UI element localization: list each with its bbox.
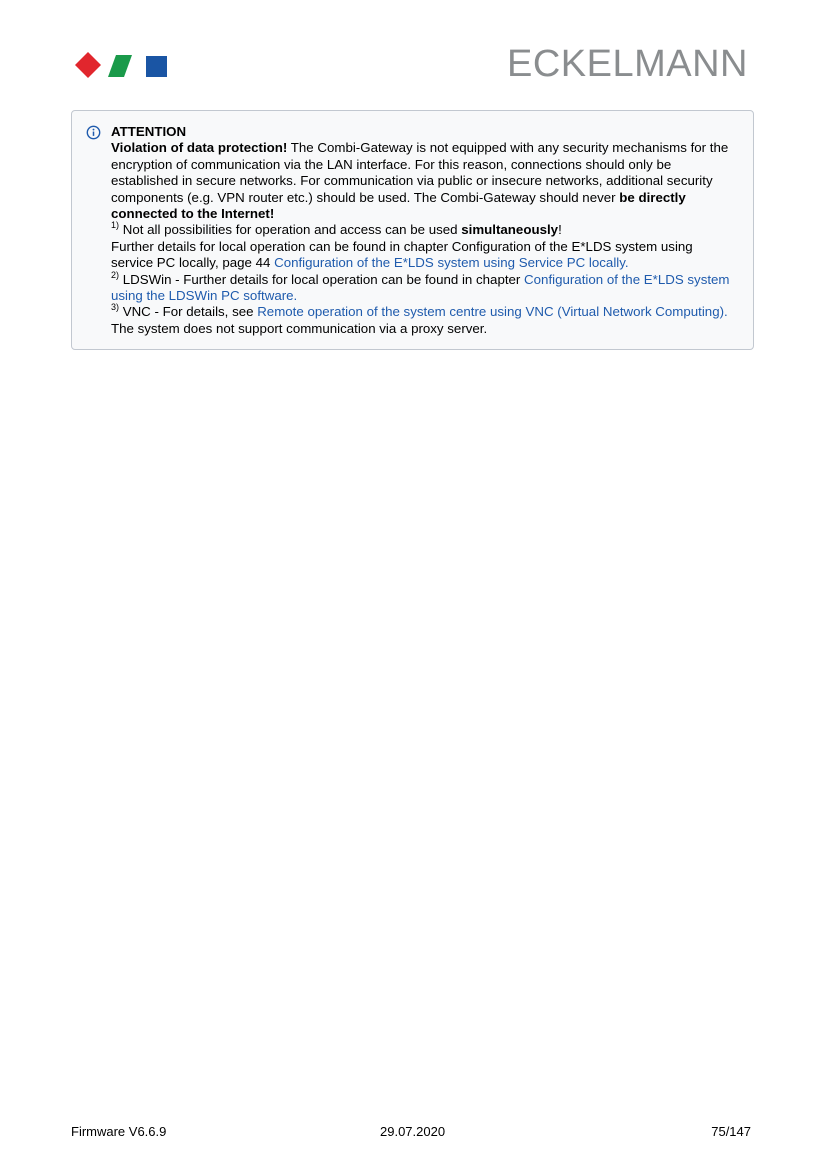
link-service-pc-config[interactable]: Configuration of the E*LDS system using Service PC locally. [274,255,629,271]
logo-green-parallelogram [108,55,132,77]
footer-page-number: 75/147 [711,1124,751,1139]
notice-footnote-3: $^{3)}$ VNC - For details, see Remote operation of the system centre using VNC (Virtual Network Computing). [111,302,728,320]
notice-paragraph-data-protection: Violation of data protection! The Combi-Gateway is not equipped with any security mechanisms for the encryption of communication via the LAN interface. For this reason, connections should only be established in secure networks. For communication via public or insecure networks, additional security components (e.g. VPN router etc.) should be used. The Combi-Gateway should never be directly connected to the Internet! [111,140,729,222]
info-icon [86,125,101,140]
notice-paragraph-local-operation: Further details for local operation can be found in chapter Configuration of the E*LDS system using service PC locally, page 44 Configuration of the E*LDS system using Service PC locally. [111,238,693,271]
notice-footnote-2: $^{2)}$ LDSWin - Further details for local operation can be found in chapter Configuration of the E*LDS system using the LDSWin PC software. [111,269,730,304]
notice-title: ATTENTION [111,124,187,139]
link-vnc-remote-operation[interactable]: Remote operation of the system centre using VNC (Virtual Network Computing). [257,304,728,320]
logo-blue-square [146,56,167,77]
eckelmann-logo-text: ECKELMANN [507,43,748,85]
attention-notice [71,110,754,350]
notice-proxy-statement: The system does not support communication via a proxy server. [111,320,488,336]
eckelmann-logo-icon [74,51,168,79]
notice-footnote-1: $^{1)}$ Not all possibilities for operation and access can be used simultaneously! [111,220,562,238]
logo-red-diamond [75,52,101,78]
link-ldswin-config[interactable]: Configuration of the E*LDS system using the LDSWin PC software. [111,271,730,304]
footer-firmware-version: Firmware V6.6.9 [71,1124,167,1139]
footer-date: 29.07.2020 [380,1124,446,1139]
